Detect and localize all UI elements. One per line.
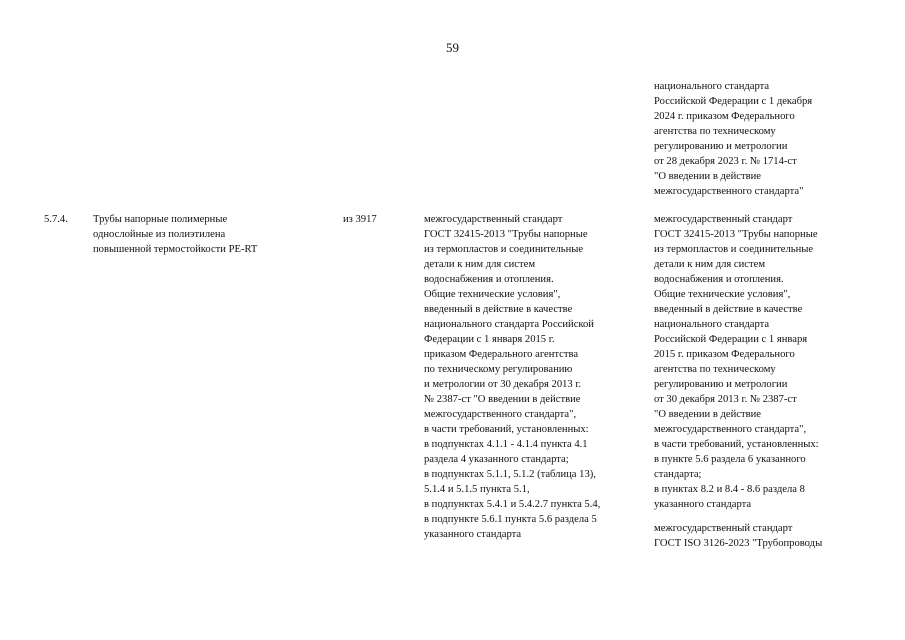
product-name: Трубы напорные полимерные однослойные из полиэтилена повышенной термостойкости PE-RT [93, 214, 258, 255]
tn-ved-code: из 3917 [343, 214, 377, 225]
row-number: 5.7.4. [44, 214, 68, 225]
page-number: 59 [446, 40, 459, 55]
continuation-text: национального стандарта Российской Федерации с 1 декабря 2024 г. приказом Федерального агентства по техническому регулированию и метрологии от 28 декабря 2023 г. № 1714-ст "О введении в действие межгосударственного стандарта" [654, 81, 813, 197]
standard-text-right-continued: межгосударственный стандарт ГОСТ ISO 3126-2023 "Трубопроводы [654, 523, 823, 549]
standard-text-right: межгосударственный стандарт ГОСТ 32415-2013 "Трубы напорные из термопластов и соединительные детали к ним для систем водоснабжения и отопления. Общие технические условия", введенный в действие в качестве национального стандарта Российской Федерации с 1 января 2015 г. приказом Федерального агентства по техническому регулированию и метрологии от 30 декабря 2013 г. № 2387-ст "О введении в действие межгосударственного стандарта", в части требований, установленных: в пункте 5.6 раздела 6 указанного стандарта; в пунктах 8.2 и 8.4 - 8.6 раздела 8 указанного стандарта [654, 214, 819, 510]
standard-text-left: межгосударственный стандарт ГОСТ 32415-2013 "Трубы напорные из термопластов и соединительные детали к ним для систем водоснабжения и отопления. Общие технические условия", введенный в действие в качестве национального стандарта Российской Федерации с 1 января 2015 г. приказом Федерального агентства по техническому регулированию и метрологии от 30 декабря 2013 г. № 2387-ст "О введении в действие межгосударственного стандарта", в части требований, установленных: в подпунктах 4.1.1 - 4.1.4 пункта 4.1 раздела 4 указанного стандарта; в подпунктах 5.1.1, 5.1.2 (таблица 13), 5.1.4 и 5.1.5 пункта 5.1, в подпунктах 5.4.1 и 5.4.2.7 пункта 5.4, в подпункте 5.6.1 пункта 5.6 раздела 5 указанного стандарта [424, 214, 601, 540]
